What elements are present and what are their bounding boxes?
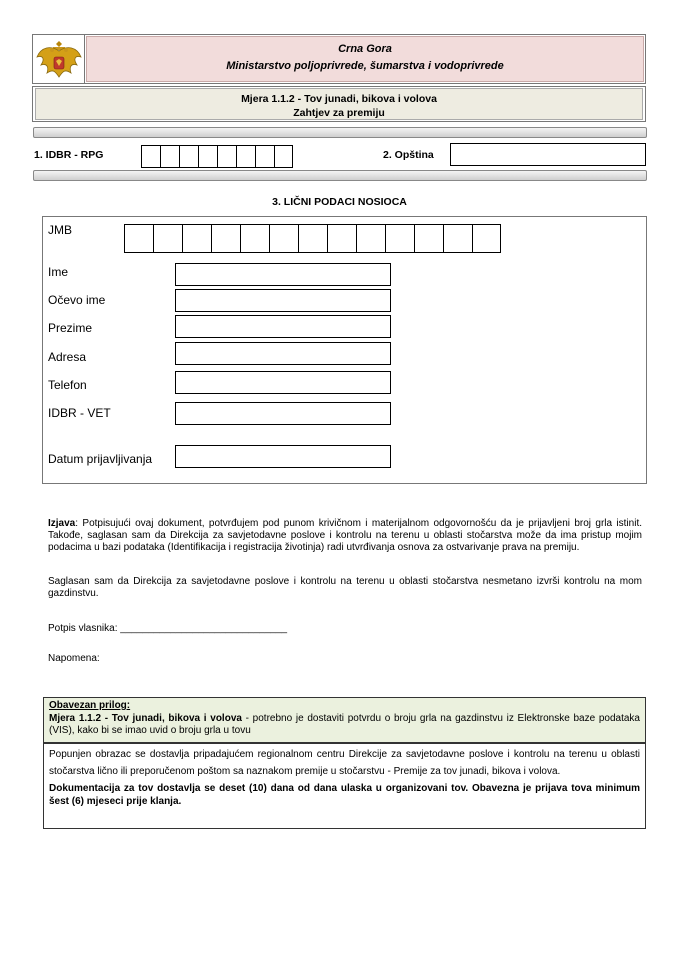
coat-of-arms-logo: [33, 35, 85, 83]
country-name: Crna Gora: [338, 43, 392, 55]
adresa-label: Adresa: [48, 350, 87, 364]
jmb-label: JMB: [48, 223, 72, 237]
ministry-name: Ministarstvo poljoprivrede, šumarstva i vodoprivrede: [226, 60, 504, 72]
section-title: 3. LIČNI PODACI NOSIOCA: [272, 196, 407, 208]
attachment-box: [43, 697, 646, 743]
separator-bar: [33, 127, 647, 138]
declaration-body: : Potpisujući ovaj dokument, potvrđujem pod punom krivičnom i materijalnom odgovornošću da je prijavljeni broj grla istinit. Takođe, saglasan sam da Direkcija za savjetodavne poslove i kontrolu na terenu u oblasti stočarstva može da ima pristup mojim podacima u bazi podataka (Identifikacija i registracija životinja) radi utvrđivanja osnova za ostvarivanje prava na premiju.: [48, 518, 642, 553]
attachment-heading: Obavezan prilog:: [49, 700, 131, 711]
eagle-icon: [33, 35, 85, 83]
request-title: Zahtjev za premiju: [293, 107, 385, 119]
datum-input[interactable]: [175, 445, 391, 468]
measure-title: Mjera 1.1.2 - Tov junadi, bikova i volova: [241, 93, 437, 105]
idbr-rpg-input[interactable]: [141, 145, 293, 168]
attachment-measure: [49, 713, 640, 738]
opstina-label: 2. Opština: [383, 149, 434, 161]
prezime-input[interactable]: [175, 315, 391, 338]
attachment-measure-title: Mjera 1.1.2 - Tov junadi, bikova i volova: [49, 712, 242, 724]
ime-label: Ime: [48, 265, 69, 279]
idbr-rpg-label: 1. IDBR - RPG: [34, 149, 104, 161]
form-title: [35, 88, 643, 120]
opstina-input[interactable]: [450, 143, 646, 166]
declaration-label: Izjava: [48, 518, 76, 529]
consent-text: Saglasan sam da Direkcija za savjetodavne poslove i kontrolu na terenu u oblasti stočarstva nesmetano izvrši kontrolu na mom gazdinstvu.: [48, 576, 642, 599]
jmb-input[interactable]: [124, 224, 501, 253]
prezime-label: Prezime: [48, 321, 93, 335]
ministry-header: [86, 36, 644, 82]
idbr-vet-input[interactable]: [175, 402, 391, 425]
idbr-vet-label: IDBR - VET: [48, 406, 111, 420]
telefon-label: Telefon: [48, 378, 87, 392]
signature-line[interactable]: Potpis vlasnika: ______________________________: [48, 623, 288, 634]
attachment-measure-text: - potrebno je dostaviti potvrdu o broju grla na gazdinstvu iz Elektronske baze podataka (VIS), kako bi se imao uvid o broju grla u tovu: [49, 712, 640, 736]
telefon-input[interactable]: [175, 371, 391, 394]
note-label: Napomena:: [48, 653, 100, 664]
adresa-input[interactable]: [175, 342, 391, 365]
datum-label: Datum prijavljivanja: [48, 452, 153, 466]
deadline-text: Dokumentacija za tov dostavlja se deset (10) dana od dana ulaska u organizovani tov. Obavezna je prijava tova minimum šest (6) mjeseci prije klanja.: [49, 783, 640, 807]
submission-text: Popunjen obrazac se dostavlja pripadajućem regionalnom centru Direkcije za savjetodavne poslove i kontrolu na terenu u oblasti stočarstva lično ili preporučenom poštom sa naznakom premije u stočarstvu - Premije za tov junadi, bikova i volova.: [49, 749, 640, 777]
submission-box: [43, 743, 646, 829]
ime-input[interactable]: [175, 263, 391, 286]
separator-bar: [33, 170, 647, 181]
ocevo-ime-label: Očevo ime: [48, 293, 106, 307]
declaration-text: [48, 518, 642, 554]
ocevo-ime-input[interactable]: [175, 289, 391, 312]
